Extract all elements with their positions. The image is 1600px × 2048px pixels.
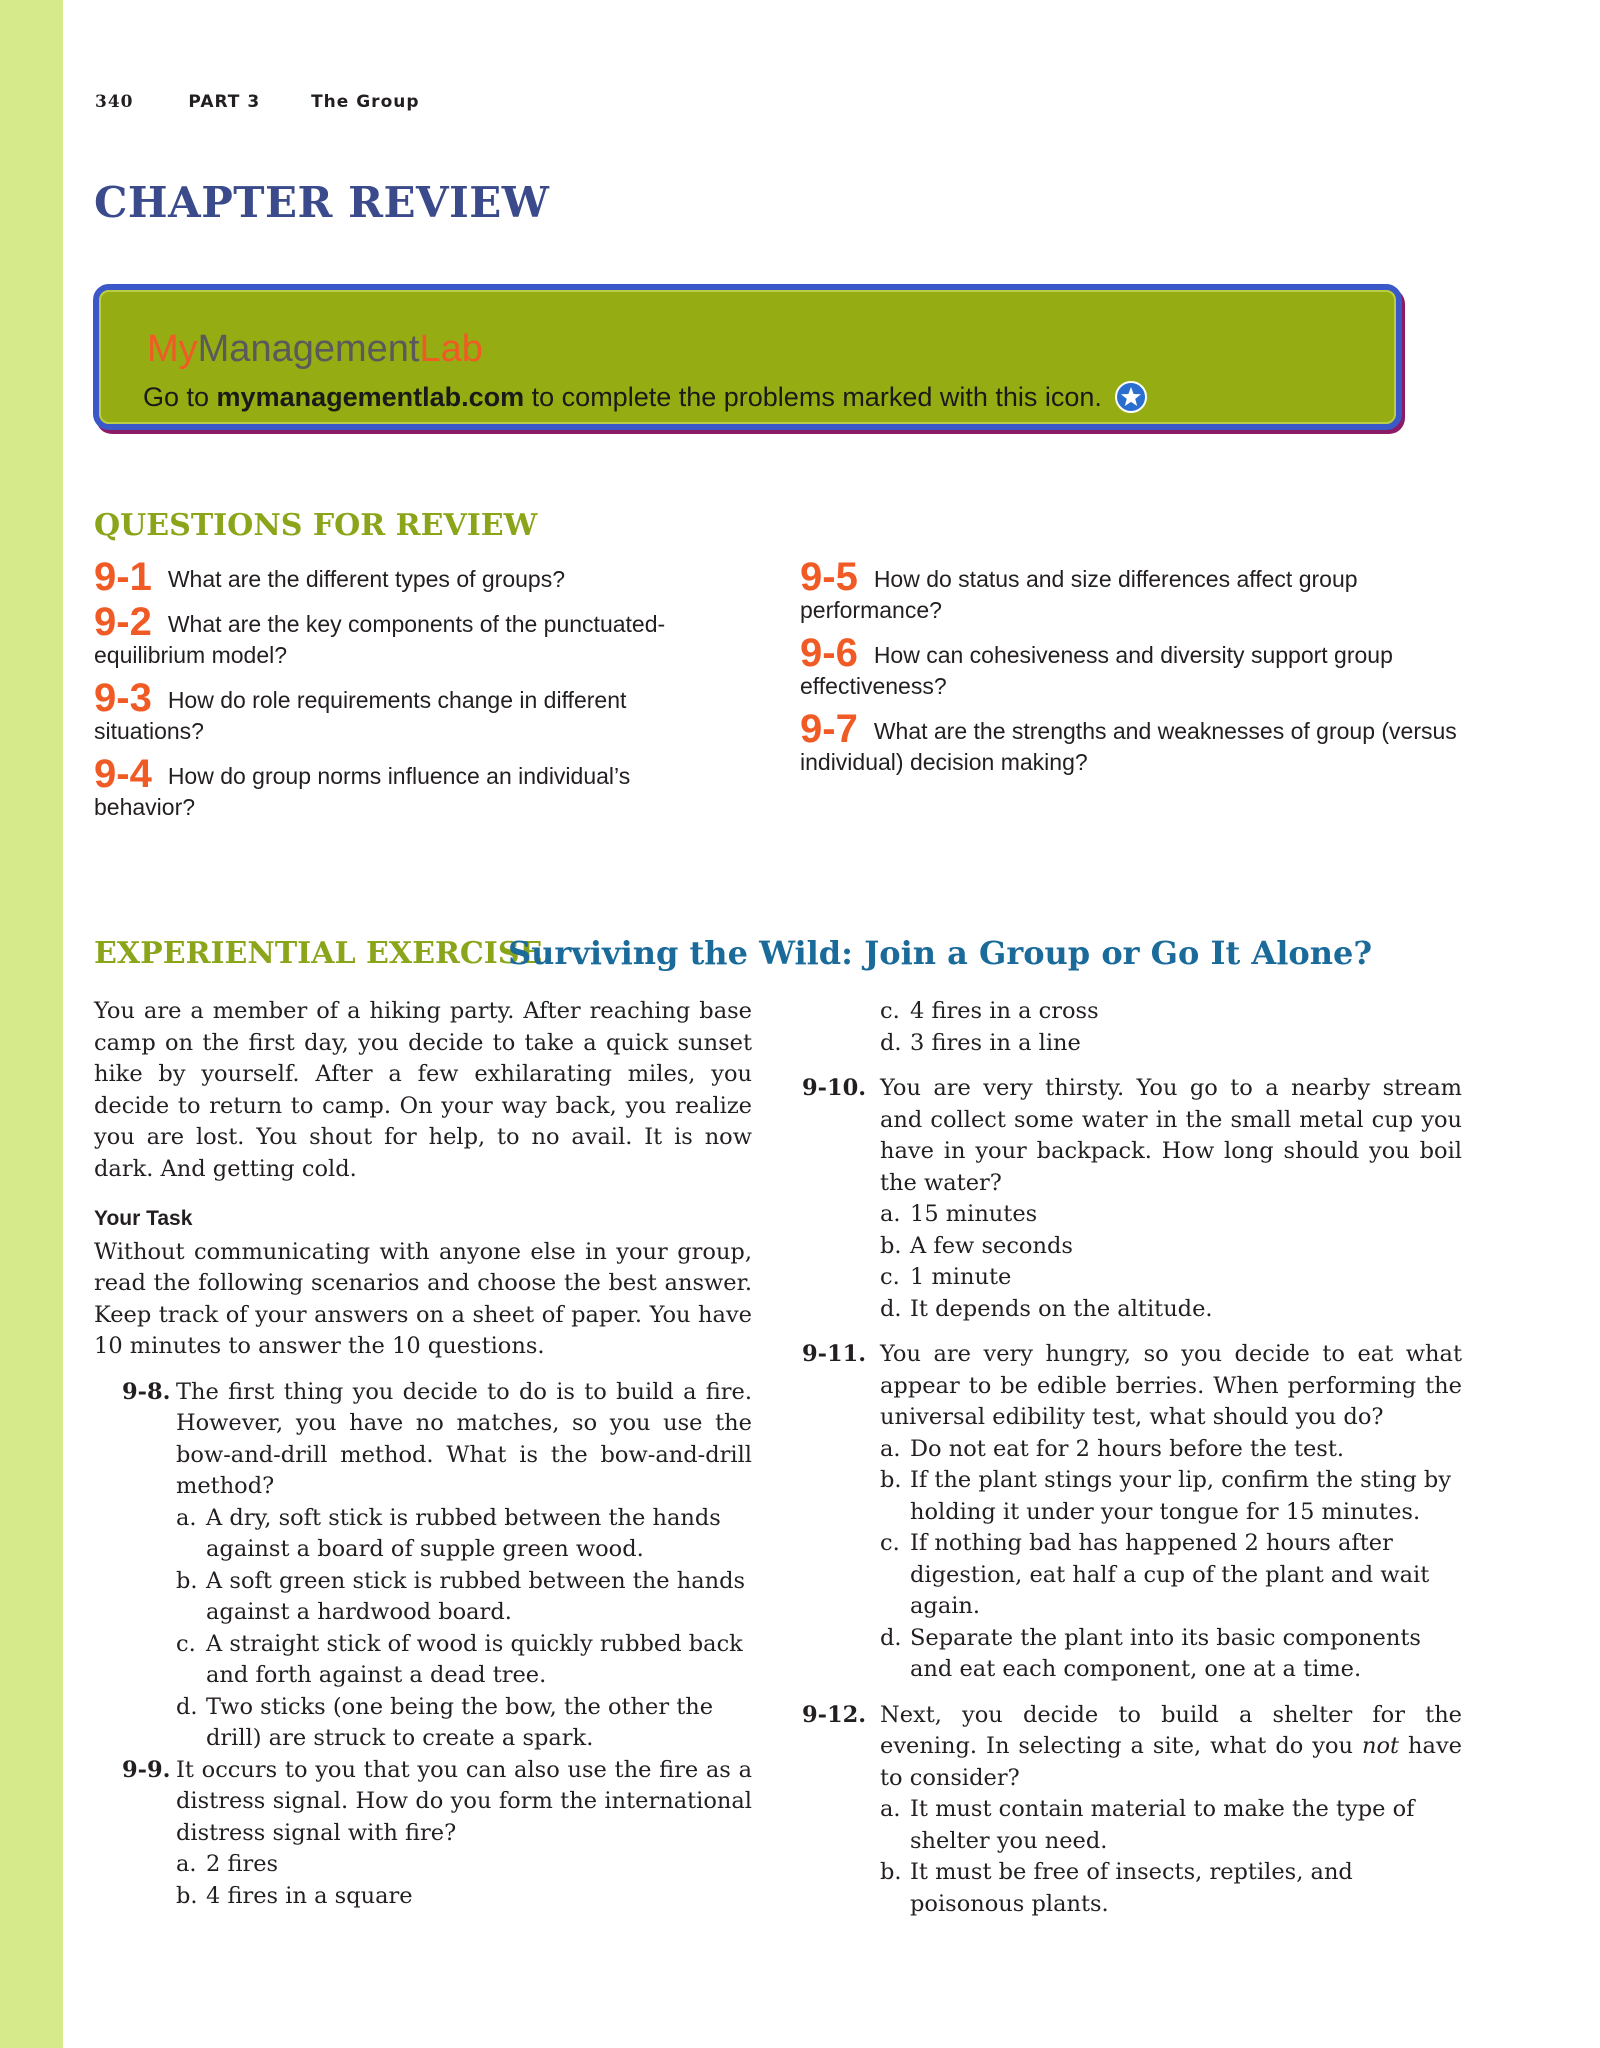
- exercise-left-column: [94, 996, 752, 1912]
- banner-text-pre: Go to: [143, 382, 217, 412]
- question-number: 9-8.: [122, 1378, 171, 1405]
- option-text: A straight stick of wood is quickly rubbed back and forth against a dead tree.: [206, 1630, 743, 1688]
- option-letter: a.: [880, 1201, 901, 1227]
- question-number: 9-1: [94, 555, 152, 599]
- option-text: Do not eat for 2 hours before the test.: [910, 1435, 1345, 1462]
- question-number: 9-10.: [802, 1075, 867, 1101]
- mymanagementlab-logo: [147, 328, 483, 371]
- answer-option: [880, 1528, 1462, 1623]
- option-letter: b.: [176, 1882, 198, 1909]
- option-letter: b.: [880, 1232, 902, 1259]
- option-text: 15 minutes: [910, 1201, 1038, 1227]
- question-text: How do group norms influence an individual’s behavior?: [94, 763, 631, 820]
- exercise-question-9-8: [94, 1377, 752, 1755]
- task-text: Without communicating with anyone else in your group, read the following scenarios and choose the best answer. Keep track of your answers on a sheet of paper. You have 10 minutes to answer the 10 questions.: [94, 1238, 752, 1359]
- question-text: What are the different types of groups?: [167, 566, 566, 592]
- exercise-intro: You are a member of a hiking party. After reaching base camp on the first day, you decide to take a quick sunset hike by yourself. After a few exhilarating miles, you decide to return to camp. On your way back, you realize you are lost. You shout for help, to no avail. It is now dark. And getting cold.: [94, 998, 752, 1182]
- question-number: 9-3: [94, 676, 152, 720]
- answer-option: [880, 1028, 1462, 1060]
- review-questions-left: [94, 555, 724, 835]
- answer-option: [880, 1199, 1462, 1231]
- question-number: 9-2: [94, 600, 152, 644]
- review-question: [800, 707, 1480, 778]
- option-letter: b.: [176, 1567, 198, 1594]
- option-text: Two sticks (one being the bow, the other the drill) are struck to create a spark.: [206, 1693, 714, 1751]
- question-text: You are very thirsty. You go to a nearby stream and collect some water in the small metal cup you have in your backpack. How long should you boil the water?: [880, 1075, 1462, 1196]
- option-letter: d.: [880, 1295, 902, 1322]
- option-text: It depends on the altitude.: [910, 1295, 1213, 1322]
- exercise-question-9-12: [802, 1700, 1462, 1921]
- option-text: 4 fires in a cross: [910, 998, 1099, 1024]
- option-text: 1 minute: [910, 1264, 1012, 1290]
- answer-option: [176, 1692, 752, 1755]
- option-letter: c.: [176, 1630, 196, 1657]
- answer-option: [880, 1434, 1462, 1466]
- banner-link[interactable]: mymanagementlab.com: [216, 382, 525, 412]
- banner-instruction: [143, 382, 1147, 415]
- chapter-title: CHAPTER REVIEW: [94, 178, 550, 227]
- answer-option: [880, 1231, 1462, 1263]
- review-question: [94, 600, 724, 671]
- review-question: [94, 676, 724, 747]
- logo-management: Management: [197, 328, 420, 370]
- question-text-emphasis: not: [1361, 1733, 1400, 1759]
- answer-option: [880, 1294, 1462, 1326]
- question-number: 9-4: [94, 752, 152, 796]
- answer-option: [176, 1629, 752, 1692]
- option-letter: a.: [880, 1435, 901, 1462]
- option-text: A soft green stick is rubbed between the hands against a hardwood board.: [206, 1567, 746, 1625]
- logo-lab: Lab: [419, 328, 483, 370]
- question-text: What are the key components of the punctuated-equilibrium model?: [94, 611, 666, 668]
- exercise-right-column: [802, 996, 1462, 1920]
- option-text: Separate the plant into its basic components and eat each component, one at a time.: [910, 1624, 1421, 1682]
- question-text: What are the strengths and weaknesses of group (versus individual) decision making?: [800, 718, 1457, 775]
- left-color-bar: [0, 0, 63, 2048]
- question-text: [880, 1700, 1462, 1795]
- option-letter: d.: [176, 1693, 198, 1720]
- review-question: [94, 752, 724, 823]
- option-text: It must contain material to make the type of shelter you need.: [910, 1796, 1415, 1854]
- option-letter: c.: [880, 998, 900, 1024]
- option-text: 3 fires in a line: [910, 1029, 1081, 1056]
- answer-option: [176, 1881, 752, 1913]
- option-text: 4 fires in a square: [206, 1882, 413, 1909]
- option-letter: a.: [176, 1851, 197, 1877]
- review-question: [800, 631, 1480, 702]
- question-text: How do status and size differences affect group performance?: [800, 566, 1358, 623]
- questions-for-review-heading: QUESTIONS FOR REVIEW: [94, 508, 538, 543]
- answer-option: [176, 1849, 752, 1881]
- question-text-pre: Next, you decide to build a shelter for the evening. In selecting a site, what do you: [880, 1701, 1462, 1759]
- option-letter: a.: [176, 1504, 197, 1531]
- logo-my: My: [147, 328, 198, 370]
- question-number: 9-6: [800, 631, 858, 675]
- question-number: 9-5: [800, 555, 858, 599]
- answer-option: [880, 1465, 1462, 1528]
- your-task-heading: Your Task: [94, 1207, 193, 1230]
- question-text: How do role requirements change in different situations?: [94, 687, 627, 744]
- question-number: 9-9.: [122, 1756, 171, 1783]
- experiential-exercise-heading: EXPERIENTIAL EXERCISE: [94, 936, 543, 971]
- option-letter: b.: [880, 1467, 902, 1493]
- exercise-question-9-11: [802, 1339, 1462, 1686]
- option-letter: b.: [880, 1859, 902, 1885]
- answer-option: [880, 1623, 1462, 1686]
- page-number: 340: [95, 92, 134, 112]
- part-title: The Group: [311, 92, 420, 112]
- option-text: 2 fires: [206, 1851, 279, 1877]
- question-text: You are very hungry, so you decide to eat what appear to be edible berries. When performing the universal edibility test, what should you do?: [880, 1341, 1462, 1430]
- question-text: How can cohesiveness and diversity support group effectiveness?: [800, 642, 1393, 699]
- star-icon: [1115, 381, 1147, 413]
- question-text: The first thing you decide to do is to build a fire. However, you have no matches, so you use the bow-and-drill method. What is the bow-and-drill method?: [176, 1378, 752, 1499]
- option-letter: c.: [880, 1264, 900, 1290]
- option-text: If the plant stings your lip, confirm the sting by holding it under your tongue for 15 minutes.: [910, 1467, 1452, 1525]
- option-text: A few seconds: [910, 1232, 1073, 1259]
- option-letter: c.: [880, 1530, 900, 1556]
- review-question: [800, 555, 1480, 626]
- answer-option: [880, 1857, 1462, 1920]
- exercise-title: Surviving the Wild: Join a Group or Go It Alone?: [508, 934, 1373, 972]
- exercise-question-9-10: [802, 1073, 1462, 1325]
- question-number: 9-11.: [802, 1341, 867, 1367]
- banner-text-post: to complete the problems marked with this icon.: [524, 382, 1102, 412]
- exercise-question-9-9: [94, 1755, 752, 1913]
- question-number: 9-7: [800, 707, 858, 751]
- part-label: PART 3: [188, 92, 261, 112]
- review-questions-right: [800, 555, 1480, 790]
- review-question: [94, 555, 724, 599]
- answer-option: [880, 996, 1462, 1028]
- mymanagementlab-banner: [93, 284, 1402, 430]
- question-number: 9-12.: [802, 1701, 867, 1728]
- option-text: A dry, soft stick is rubbed between the hands against a board of supple green wood.: [206, 1504, 721, 1562]
- option-letter: d.: [880, 1624, 902, 1651]
- answer-option: [176, 1566, 752, 1629]
- answer-option: [880, 1262, 1462, 1294]
- question-text: It occurs to you that you can also use the fire as a distress signal. How do you form the international distress signal with fire?: [176, 1756, 752, 1846]
- running-head: [95, 92, 420, 112]
- question-text-post: have to consider?: [880, 1733, 1462, 1791]
- answer-option: [880, 1794, 1462, 1857]
- answer-option: [176, 1503, 752, 1566]
- option-letter: a.: [880, 1796, 901, 1822]
- question-9-9-continued-options: [802, 996, 1462, 1059]
- option-letter: d.: [880, 1029, 902, 1056]
- option-text: If nothing bad has happened 2 hours after digestion, eat half a cup of the plant and wait again.: [910, 1530, 1430, 1619]
- option-text: It must be free of insects, reptiles, and poisonous plants.: [910, 1859, 1353, 1917]
